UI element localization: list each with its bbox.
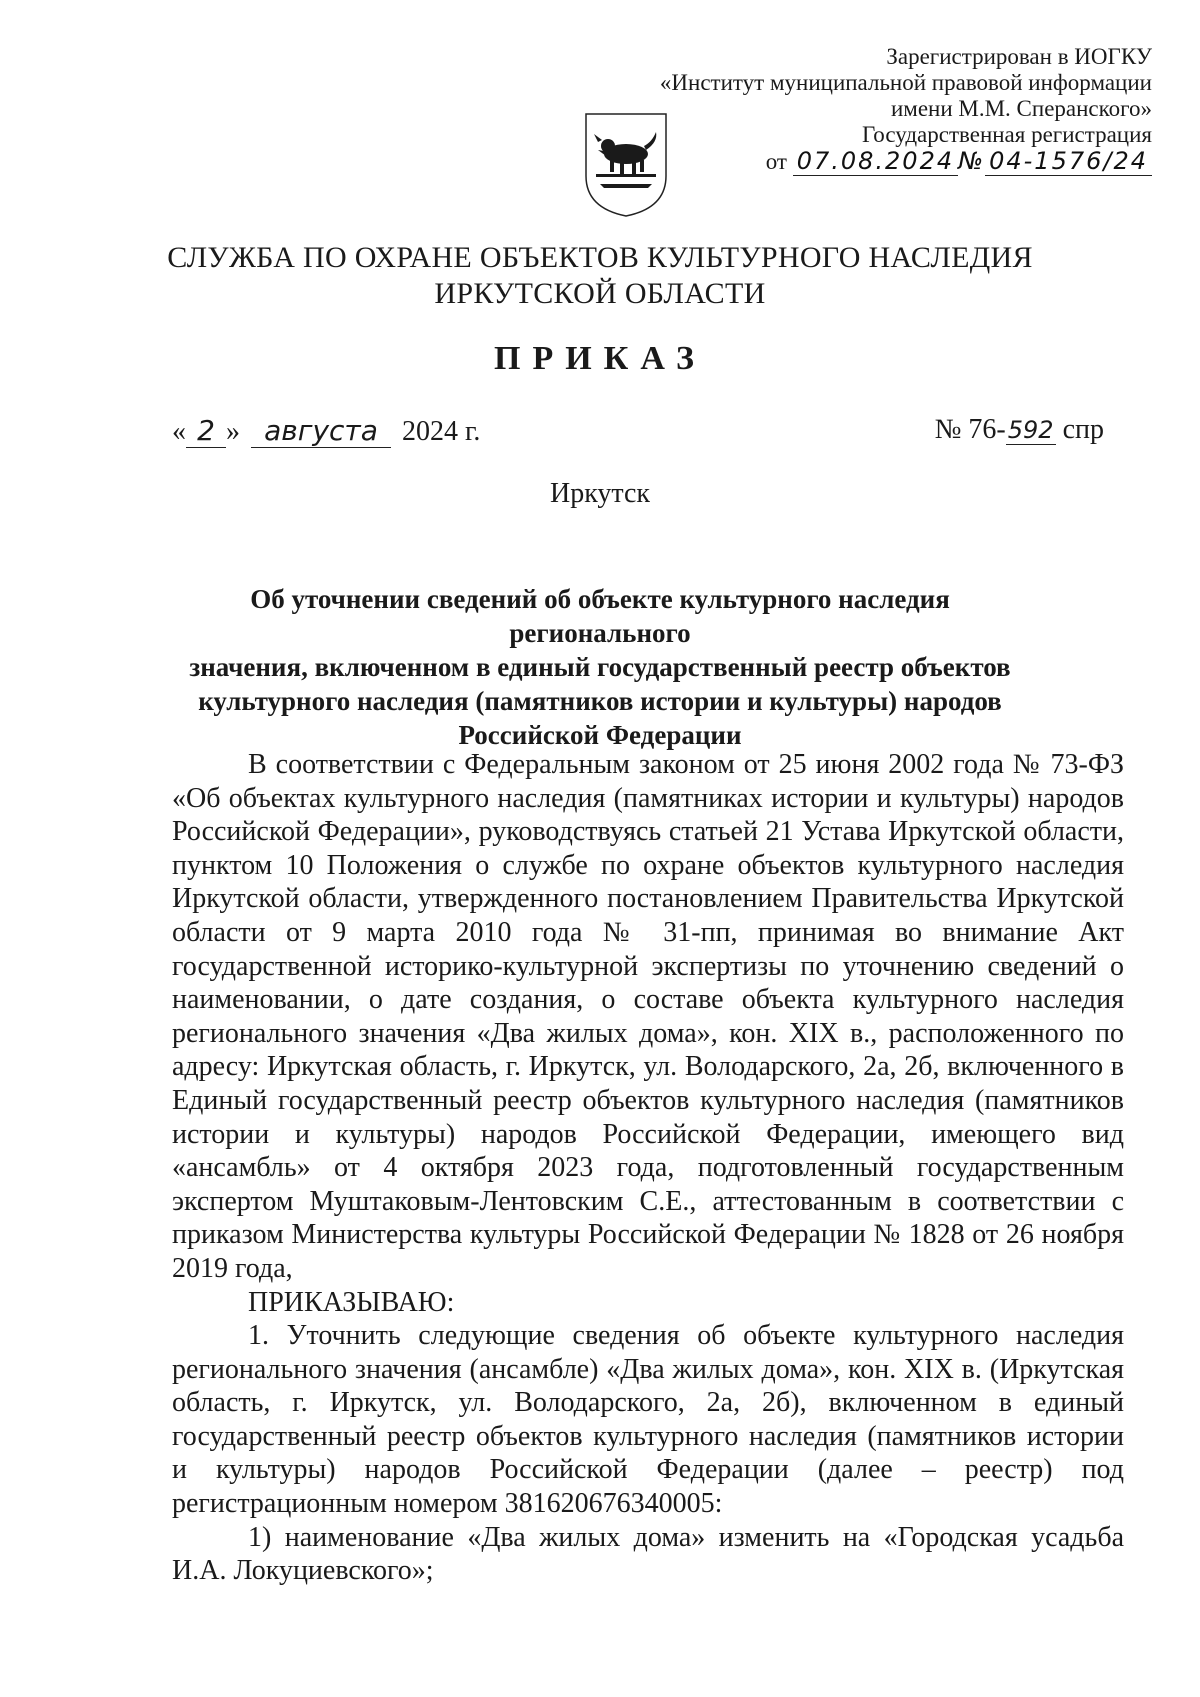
registration-stamp <box>632 44 1152 175</box>
registration-date: 07.08.2024 <box>793 147 958 176</box>
order-number-suffix: спр <box>1062 414 1104 445</box>
irkutsk-coat-of-arms-icon <box>584 112 668 218</box>
subitem-1-paragraph: 1) наименование «Два жилых дома» изменить на «Городская усадьба И.А. Локуциевского»; <box>172 1521 1124 1587</box>
registration-number: 04-1576/24 <box>985 147 1152 176</box>
city: Иркутск <box>549 478 651 509</box>
organization-line-2: ИРКУТСКОЙ ОБЛАСТИ <box>434 277 766 310</box>
date-open-quote: « <box>172 416 186 447</box>
document-body <box>172 748 1124 1588</box>
date-close-quote: » <box>226 416 240 447</box>
order-number-handwritten: 592 <box>1007 416 1054 444</box>
date-day: 2 <box>186 414 226 448</box>
title-line-2: значения, включенном в единый государственный реестр объектов <box>189 652 1011 682</box>
document-title <box>160 582 1040 752</box>
title-line-4: Российской Федерации <box>458 720 742 750</box>
date-year: 2024 г. <box>402 416 481 447</box>
registration-prefix: от <box>765 149 787 174</box>
registration-line-1: Зарегистрирован в ИОГКУ <box>886 44 1152 69</box>
item-1-paragraph: 1. Уточнить следующие сведения об объекте культурного наследия регионального значения (ансамбле) «Два жилых дома», кон. XIX в. (Иркутская область, г. Иркутск, ул. Володарского, 2а, 2б), включенном в единый государственный реестр объектов культурного наследия (памятников истории и культуры) народов Российской Федерации (далее – реестр) под регистрационным номером 381620676340005: <box>172 1320 1124 1520</box>
order-number-prefix: № 76- <box>934 414 1006 445</box>
registration-line-2: «Институт муниципальной правовой информации <box>659 70 1152 95</box>
registration-number-sign: № <box>958 147 986 175</box>
date-month: августа <box>251 414 391 448</box>
order-date <box>172 414 480 448</box>
organization-line-1: СЛУЖБА ПО ОХРАНЕ ОБЪЕКТОВ КУЛЬТУРНОГО НАСЛЕДИЯ <box>167 241 1033 274</box>
preamble-paragraph: В соответствии с Федеральным законом от 25 июня 2002 года № 73-ФЗ «Об объектах культурного наследия (памятниках истории и культуры) народов Российской Федерации», руководствуясь статьей 21 Устава Иркутской области, пунктом 10 Положения о службе по охране объектов культурного наследия Иркутской области, утвержденного постановлением Правительства Иркутской области от 9 марта 2010 года № 31-пп, принимая во внимание Акт государственной историко-культурной экспертизы по уточнению сведений о наименовании, о дате создания, о составе объекта культурного наследия регионального значения «Два жилых дома», кон. XIX в., расположенного по адресу: Иркутская область, г. Иркутск, ул. Володарского, 2а, 2б, включенного в Единый государственный реестр объектов культурного наследия (памятников истории и культуры) народов Российской Федерации, имеющего вид «ансамбль» от 4 октября 2023 года, подготовленный государственным экспертом Муштаковым-Лентовским С.Е., аттестованным в соответствии с приказом Министерства культуры Российской Федерации № 1828 от 26 ноября 2019 года, <box>172 749 1124 1284</box>
title-line-3: культурного наследия (памятников истории и культуры) народов <box>198 686 1002 716</box>
order-number <box>935 414 1104 446</box>
order-word: ПРИКАЗЫВАЮ: <box>248 1286 455 1318</box>
title-line-1: Об уточнении сведений об объекте культурного наследия регионального <box>250 584 950 648</box>
registration-line-3: имени М.М. Сперанского» <box>890 96 1152 121</box>
registration-date-line <box>632 148 1152 175</box>
registration-line-4: Государственная регистрация <box>862 122 1152 147</box>
organization-name <box>100 240 1100 312</box>
document-type: ПРИКАЗ <box>494 340 706 377</box>
